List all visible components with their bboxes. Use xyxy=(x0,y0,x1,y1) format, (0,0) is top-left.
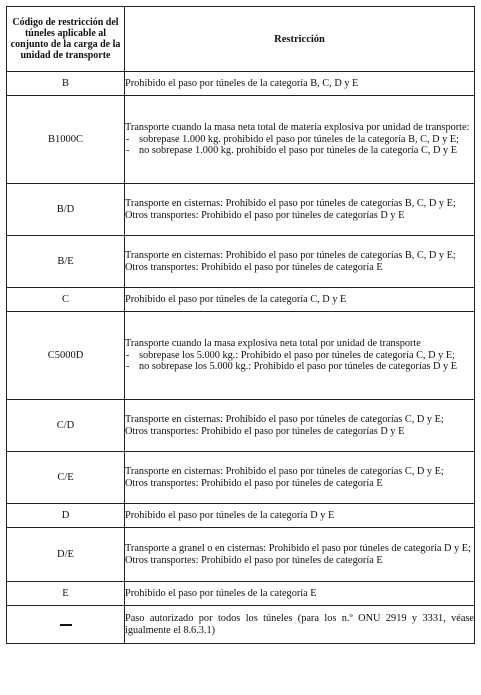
tunnel-restriction-table xyxy=(6,6,475,644)
restriction-code xyxy=(7,184,125,236)
restriction-description xyxy=(125,452,475,504)
restriction-code xyxy=(7,236,125,288)
restriction-code-text: D/E xyxy=(57,549,74,560)
list-item: - no sobrepase 1.000 kg. prohibido el paso por túneles de la categoría C, D y E xyxy=(125,145,474,157)
restriction-line: Transporte cuando la masa neta total de materia explosiva por unidad de transporte: xyxy=(125,122,470,134)
restriction-line: Prohibido el paso por túneles de la categoría D y E xyxy=(125,509,335,521)
table-row xyxy=(7,504,475,528)
restriction-description xyxy=(125,236,475,288)
restriction-line: Transporte a granel o en cisternas: Prohibido el paso por túneles de categoría D y E; xyxy=(125,542,471,554)
list-item: - sobrepase los 5.000 kg.: Prohibido el paso por túneles de categoría C, D y E; xyxy=(125,350,474,362)
table-row xyxy=(7,528,475,582)
table-row xyxy=(7,96,475,184)
restriction-code xyxy=(7,606,125,644)
restriction-line: Transporte en cisternas: Prohibido el paso por túneles de categorías C, D y E; xyxy=(125,465,444,477)
restriction-code-text: C5000D xyxy=(47,350,84,361)
restriction-code xyxy=(7,504,125,528)
restriction-code-text: E xyxy=(62,588,69,599)
restriction-line: Prohibido el paso por túneles de la categoría B, C, D y E xyxy=(125,77,359,89)
restriction-options-list xyxy=(125,350,474,373)
restriction-description xyxy=(125,72,475,96)
restriction-line: Prohibido el paso por túneles de la categoría E xyxy=(125,587,317,599)
restriction-code-text: B xyxy=(61,78,69,89)
code-column-header: Código de restricción del túneles aplicable al conjunto de la carga de la unidad de transporte xyxy=(7,7,125,72)
restriction-code-text: B/E xyxy=(57,256,74,267)
restriction-line: Otros transportes: Prohibido el paso por túneles de categorías D y E xyxy=(125,425,405,437)
restriction-code-text: C/E xyxy=(57,472,74,483)
restriction-description xyxy=(125,606,475,644)
restriction-line: Paso autorizado por todos los túneles (para los n.º ONU 2919 y 3331, véase igualmente el 8.6.3.1) xyxy=(125,612,474,636)
restriction-code xyxy=(7,288,125,312)
table-row xyxy=(7,312,475,400)
dash-symbol xyxy=(60,624,72,626)
restriction-description xyxy=(125,582,475,606)
restriction-line: Transporte en cisternas: Prohibido el paso por túneles de categorías B, C, D y E; xyxy=(125,197,456,209)
restriction-code xyxy=(7,582,125,606)
restriction-code-text: B/D xyxy=(56,204,75,215)
restriction-line: Prohibido el paso por túneles de la categoría C, D y E xyxy=(125,293,347,305)
restriction-line: Transporte cuando la masa explosiva neta total por unidad de transporte xyxy=(125,338,421,350)
restriction-code-text: C xyxy=(61,294,69,305)
table-header-row xyxy=(7,7,475,72)
restriction-options-list xyxy=(125,134,474,157)
restriction-code xyxy=(7,528,125,582)
restriction-code-text: D xyxy=(61,510,70,521)
restriction-description xyxy=(125,96,475,184)
restriction-code xyxy=(7,96,125,184)
restriction-column-header: Restricción xyxy=(125,7,475,72)
restriction-line: Otros transportes: Prohibido el paso por túneles de categoría E xyxy=(125,554,383,566)
restriction-line: Transporte en cisternas: Prohibido el paso por túneles de categorías C, D y E; xyxy=(125,413,444,425)
restriction-description xyxy=(125,184,475,236)
restriction-code xyxy=(7,400,125,452)
list-item: - sobrepase 1.000 kg. prohibido el paso por túneles de la categoría B, C, D y E; xyxy=(125,134,474,146)
table-row xyxy=(7,288,475,312)
restriction-description xyxy=(125,528,475,582)
restriction-description xyxy=(125,504,475,528)
restriction-description xyxy=(125,400,475,452)
restriction-line: Otros transportes: Prohibido el paso por túneles de categoría E xyxy=(125,477,383,489)
table-row xyxy=(7,606,475,644)
restriction-description xyxy=(125,288,475,312)
table-row xyxy=(7,400,475,452)
restriction-code xyxy=(7,452,125,504)
restriction-code-text: C/D xyxy=(56,420,75,431)
restriction-line: Otros transportes: Prohibido el paso por túneles de categoría E xyxy=(125,261,383,273)
restriction-code-text: B1000C xyxy=(47,134,83,145)
table-row xyxy=(7,184,475,236)
table-body xyxy=(7,72,475,644)
restriction-code xyxy=(7,72,125,96)
restriction-line: Transporte en cisternas: Prohibido el paso por túneles de categorías B, C, D y E; xyxy=(125,249,456,261)
table-row xyxy=(7,236,475,288)
restriction-code xyxy=(7,312,125,400)
table-row xyxy=(7,72,475,96)
table-row xyxy=(7,582,475,606)
restriction-description xyxy=(125,312,475,400)
list-item: - no sobrepase los 5.000 kg.: Prohibido el paso por túneles de categorías D y E xyxy=(125,361,474,373)
table-row xyxy=(7,452,475,504)
restriction-line: Otros transportes: Prohibido el paso por túneles de categorías D y E xyxy=(125,209,405,221)
